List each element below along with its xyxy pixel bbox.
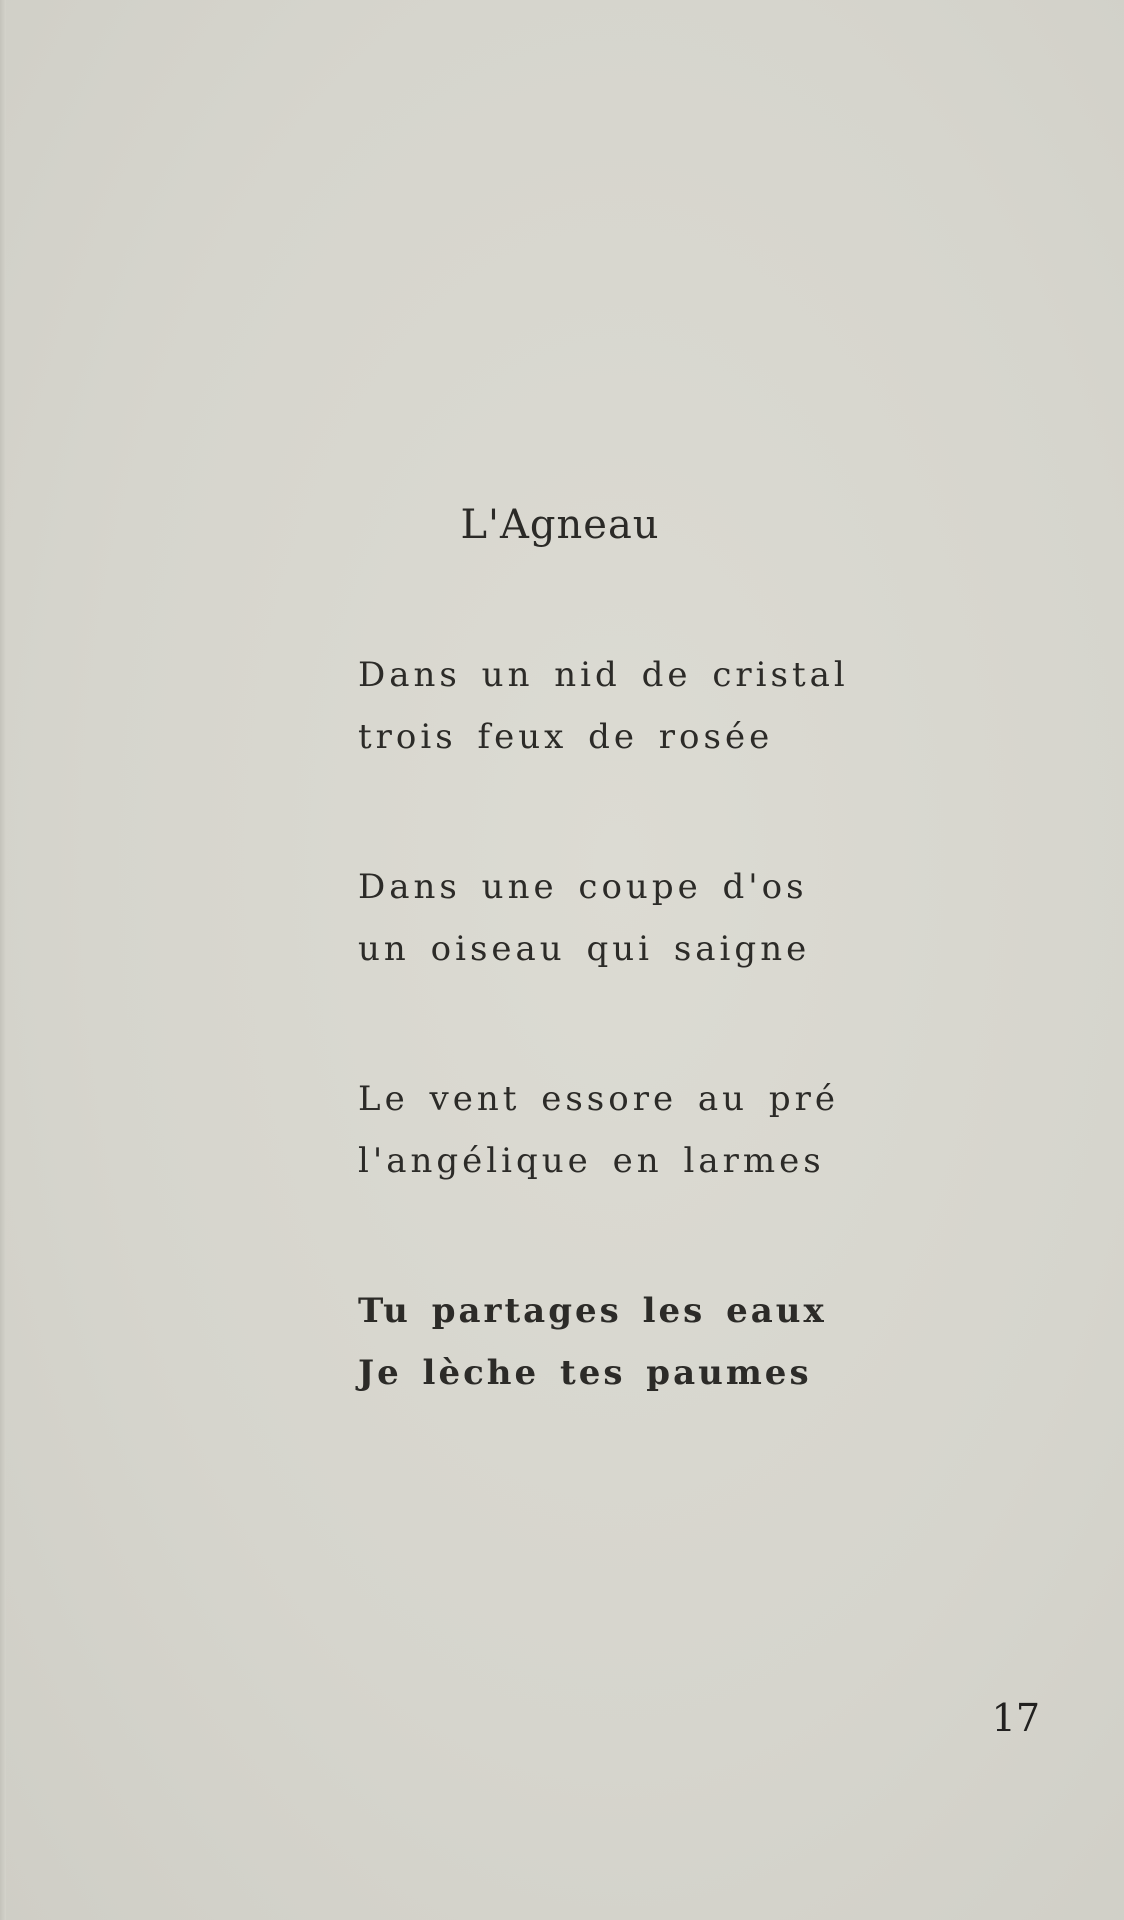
stanza	[358, 1068, 958, 1192]
stanza	[358, 856, 958, 980]
page-edge	[0, 0, 6, 1920]
poem-line: Dans une coupe d'os	[358, 867, 808, 907]
poem-line: Tu partages les eaux	[358, 1291, 827, 1331]
poem-line: l'angélique en larmes	[358, 1141, 825, 1181]
stanza	[358, 1280, 958, 1404]
poem-line: trois feux de rosée	[358, 717, 774, 757]
poem-line: Dans un nid de cristal	[358, 655, 849, 695]
poem-body	[358, 644, 958, 1492]
page-number: 17	[991, 1696, 1040, 1740]
stanza	[358, 644, 958, 768]
poem-line: un oiseau qui saigne	[358, 929, 811, 969]
poem-title: L'Agneau	[460, 502, 660, 548]
poem-line: Le vent essore au pré	[358, 1079, 839, 1119]
poem-line: Je lèche tes paumes	[358, 1353, 812, 1393]
